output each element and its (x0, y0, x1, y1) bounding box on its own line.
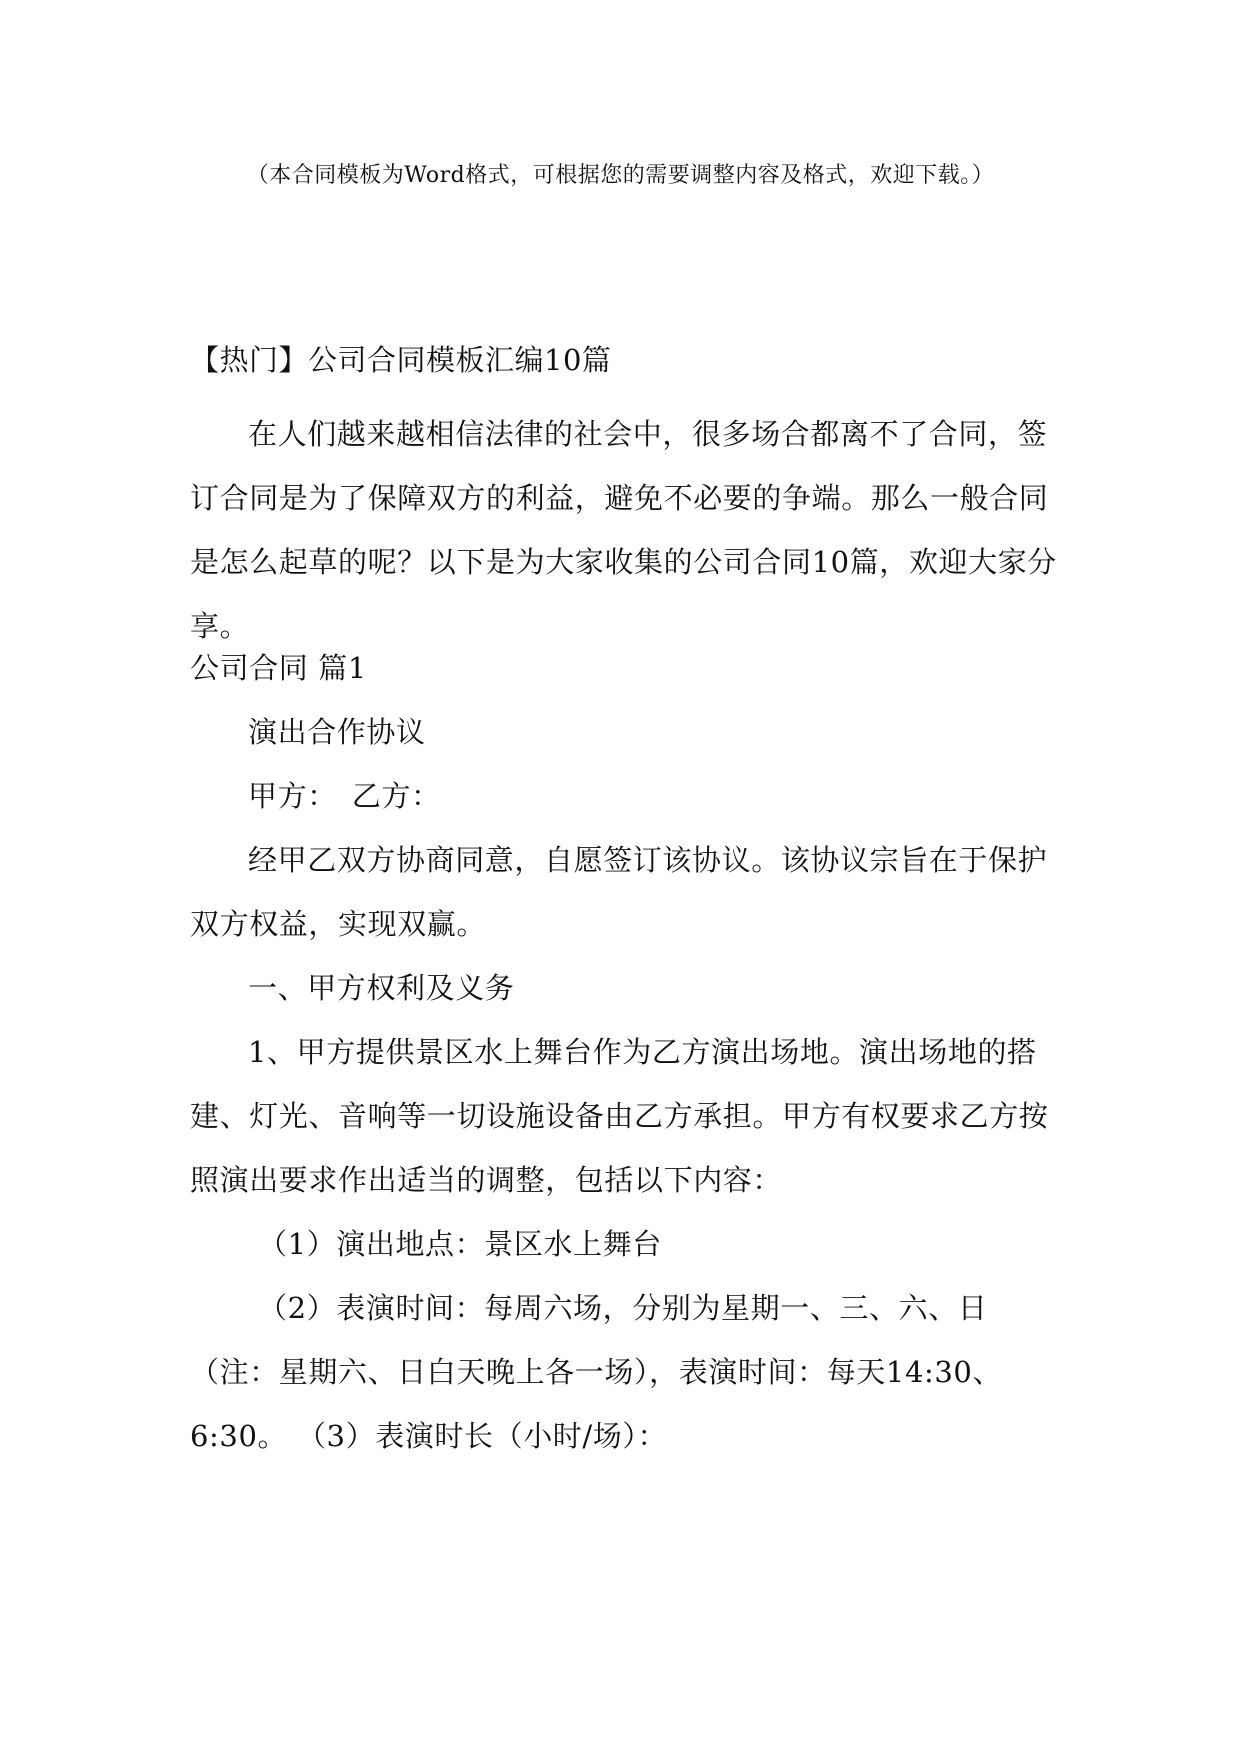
purpose-paragraph: 经甲乙双方协商同意，自愿签订该协议。该协议宗旨在于保护双方权益，实现双赢。 (190, 843, 1048, 941)
intro-paragraph: 在人们越来越相信法律的社会中，很多场合都离不了合同，签订合同是为了保障双方的利益，避免不必要的争端。那么一般合同是怎么起草的呢？以下是为大家收集的公司合同10篇，欢迎大家分享。 (190, 417, 1057, 643)
section-1 (190, 636, 1060, 1468)
section-heading: 公司合同 篇1 (190, 651, 367, 685)
document-title: 【热门】公司合同模板汇编10篇 (190, 343, 612, 377)
parties-line: 甲方： 乙方： (248, 779, 441, 813)
intro-block (190, 402, 1060, 658)
item-1-line: （1）演出地点：景区水上舞台 (258, 1227, 662, 1261)
template-notice: （本合同模板为Word格式，可根据您的需要调整内容及格式，欢迎下载。） (246, 163, 995, 188)
agreement-title: 演出合作协议 (248, 715, 426, 749)
part-one-heading: 一、甲方权利及义务 (248, 971, 515, 1005)
clause-1-paragraph: 1、甲方提供景区水上舞台作为乙方演出场地。演出场地的搭建、灯光、音响等一切设施设备由乙方承担。甲方有权要求乙方按照演出要求作出适当的调整，包括以下内容： (190, 1035, 1049, 1197)
item-2-paragraph: （2）表演时间：每周六场，分别为星期一、三、六、日（注：星期六、日白天晚上各一场），表演时间：每天14:30、6:30。 （3）表演时长（小时/场）： (190, 1291, 1003, 1453)
